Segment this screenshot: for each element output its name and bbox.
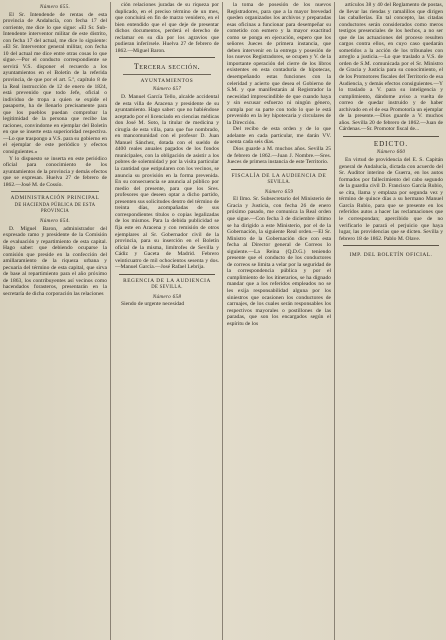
section-subheading: SEVILLA. (267, 180, 291, 186)
section-heading: ADMINISTRACIÓN PRINCIPAL (10, 195, 100, 202)
paragraph: D. Manuel García Tello, alcalde accidental de esta villa de Aracena y presidente de su ayuntamiento. Hago saber: que no habiéndose aceptado por el licenciado en ciencias médicas don José M. Soto, la titular de medicina y cirugía de esta villa, para que fue nombrado, en mancomunidad con el profesor D. Juan Manuel Sánchez, dotada con el sueldo de 4400 reales anuales pagados de los fondos municipales, con la obligación de asistir a los pobres de solemnidad y por la visita particular la cantidad que estipularen con los vecinos, se anuncia su provisión en la forma prevenida. En su consecuencia se anuncia al público por medio del presente, para que los Sres. profesores que deseen optar a dicho partido, presenten sus solicitudes dentro del término de treinta días, acompañadas de sus correspondientes títulos o copias legalizadas de los mismos. Para la debida publicidad se fija este en Aracena y con remisión de otros ejemplares al Sr. Gobernador civil de la provincia, para su inserción en el Boletín oficial de la misma, limítrofes de Sevilla y Cádiz y Gaceta de Madrid. Febrero veinticuatro de mil ochocientos sesenta y dos.—Manuel García.—José Rafael Lebrija. (115, 94, 219, 271)
separator (119, 274, 215, 275)
printer-imprint: IMP. DEL BOLETÍN OFICIAL. (349, 252, 433, 259)
section-subheading: DE HACIENDA PÚBLICA DE ESTA PROVINCIA (14, 202, 96, 215)
paragraph: El Sr. Intendende de rentas de esta provincia de Andalucía, con fecha 17 del corriente, me dice lo que sigue: «El Sr. Sub-Intendente interventor militar de este distrito, con fecha 17 del actual, me dice lo siguiente: «El Sr. Interventor general militar, con fecha 10 del actual me dice entre otras cosas lo que sigue.—Por el conducto correspondiente se servirá V.S. disponer el recuerdo a los ayuntamientos en el Boletín de la referida provincia, de que por el art. 5.º, capítulo 8 de la Real instrucción de 12 de enero de 1824, está prevenido que todo Jefe, oficial o individuo de tropa a quien se expide el pasaporte, ha de llenarlo precisamente para que los pueblos puedan comprobar la legitimidad de la persona que recibe las raciones, convindome en ejemplar del Boletín en que se inserte esta superioridad respectiva.—Lo que traspongo a V.S. para su gobierno en el ejemplar de este periódico y efectos consiguientes.» (3, 11, 107, 156)
edict-heading: EDICTO. (373, 139, 409, 148)
column-2 (115, 2, 223, 640)
section-heading: REGENCIA DE LA AUDIENCIA (123, 277, 211, 284)
section-heading: FISCALÍA DE LA AUDIENCIA DE (231, 172, 327, 179)
paragraph: Dios guarde a M. muchos años. Sevilla 25 de febrero de 1862.—Juan J. Nombre.—Sres. Jueces de primera instancia de este Territorio. (227, 146, 331, 166)
item-number: Número 654. (39, 217, 71, 224)
separator (343, 245, 439, 246)
paragraph: Siendo de urgente necesidad (121, 301, 185, 308)
separator (11, 191, 99, 192)
paragraph: Y lo dispuesto se inserta en este periódico oficial para conocimiento de los ayuntamientos de la provincia y demás efectos que se expresan. Huelva 27 de febrero de 1862.—José M. de Cossío. (3, 155, 107, 188)
paragraph: Del recibo de esta orden y de lo que adelante en cada particular, me darán VV. cuenta cada seis días. (227, 126, 331, 146)
item-number: Número 659 (264, 188, 294, 195)
separator (123, 74, 211, 75)
column-4 (339, 2, 443, 640)
item-number: Número 658 (152, 293, 182, 300)
paragraph: ción relaciones juradas de su riqueza por duplicado, en el preciso término de un mes, que concluirá en fin de marzo venidero, en el bien entendido que el que deje de presentar dichos documentos, perderá el derecho de reclamar en su día por los agravios que pudieran inferírsele. Huelva 27 de febrero de 1862.—Miguel Baron. (115, 2, 219, 54)
separator (231, 169, 327, 170)
section-heading: AYUNTAMIENTOS (140, 77, 194, 84)
separator (343, 136, 439, 137)
separator (119, 57, 215, 58)
section-title: Tercera sección. (133, 62, 201, 72)
paragraph: El Ilmo. Sr. Subsecretario del Ministerio de Gracia y Justicia, con fecha 26 de enero próximo pasado, me comunica la Real orden que sigue.—Con fecha 3 de diciembre último se ha dirigido a este Ministerio, por el de la Gobernación, la siguiente Real orden.—El Sr. Ministro de la Gobernación dice con esta fecha al Director general de Correos lo siguiente.—La Reina (Q.D.G.) teniendo presente que el conducto de los conductores de correos se limita a velar por la seguridad de la correspondencia pública y por el cumplimiento de los itinerarios, se ha dignado mandar que a los referidos empleados no se les exija responsabilidad alguna por los siniestros que ocasionen los conductores de carruajes, de los cuales serán responsables los respectivos mayorales o postillones de las paradas, que son los encargados según el espíritu de los (227, 196, 331, 327)
paragraph: artículos 38 y 40 del Reglamento de postas, de llevar las riendas y ramalillos que dirigen las caballerías. En tal concepto, las citadas conductores serán considerados como meros testigos presenciales de los hechos, a no ser que de las actuaciones del proceso resulten cargos contra ellos, en cuyo caso quedarán sometidos a la acción de los tribunales con arreglo a justicia.—Lo que traslado a V.S. de orden de S.M. comunicada por el Sr. Ministro de Gracia y Justicia para su conocimiento, el de los Promotores fiscales del Territorio de esa Audiencia, y demás efectos consiguientes.—Y lo traslado a V. para su inteligencia y cumplimiento, dándome aviso a vuelta de correo de quedar instruido y de haber archivado en el de esa Promotoría un ejemplar de la presente.—Dios guarde a V. muchos años. Sevilla 20 de febrero de 1862.—Juan de Cárdenas.—Sr. Promotor fiscal de... (339, 2, 443, 133)
item-number: Número 660 (376, 149, 406, 156)
section-subheading: DE SEVILLA. (151, 285, 183, 291)
paragraph: D. Miguel Baron, administrador del expresado ramo y presidente de la Comisión de evaluación y repartimiento de esta capital. Hago saber: que debiendo ocuparse la comisión que preside en la confección del amillaramiento de la riqueza urbana y pecuaria del término de esta capital, que sirva de base al repartimiento para el año próximo de 1863, los contribuyentes así vecinos como hacendados forasteros, presentarán en la secretaría de dicha corporación las relaciones (3, 225, 107, 297)
paragraph: En virtud de providencia del E. S. Capitán general de Andalucía, dictada con acuerdo del Sr. Auditor interino de Guerra, en los autos formados por fallecimiento del cabo segundo de la guardia civil D. Francisco García Rubio, se cita, llama y emplaza por segunda vez y término de quince días a su hermano Manuel García Rubio, para que se presente en los referidos autos a hacer las reclamaciones que le correspondan; apercibido que de no verificarlo le parará el perjuicio que haya lugar, las providencias que se dicten. Sevilla y febrero 18 de 1862. Pablo M. Olave. (339, 157, 443, 242)
paragraph: la toma de posesión de los nuevos Registradores, para que a la mayor brevedad queden organizados los archivos y preparadas esas oficinas a funcionar para desempeñar su cometido con esmero y la mayor exactitud como se ponga en ejecución, espero que los señores Jueces de primera instancia, que deben intervenir en la entrega y posesión de los nuevos Registradores, se ocupen y V. de la importante operación del cierre de los libros existentes en esta contaduría de hipotecas, desempeñando estas funciones con la celeridad y acierto que desea el Gobierno de S.M. y que manifestarán al Registrador la necesidad imprescindible de que cuando haya y sin escusar esfuerzo ni ningún género, cumpla por su parte con todo lo que le está prevenido en la ley hipotecaria y circulares de la Dirección. (227, 2, 331, 126)
item-number: Número 655. (39, 4, 71, 10)
column-3 (227, 2, 335, 640)
column-1 (3, 2, 111, 640)
item-number: Número 657 (152, 86, 182, 93)
